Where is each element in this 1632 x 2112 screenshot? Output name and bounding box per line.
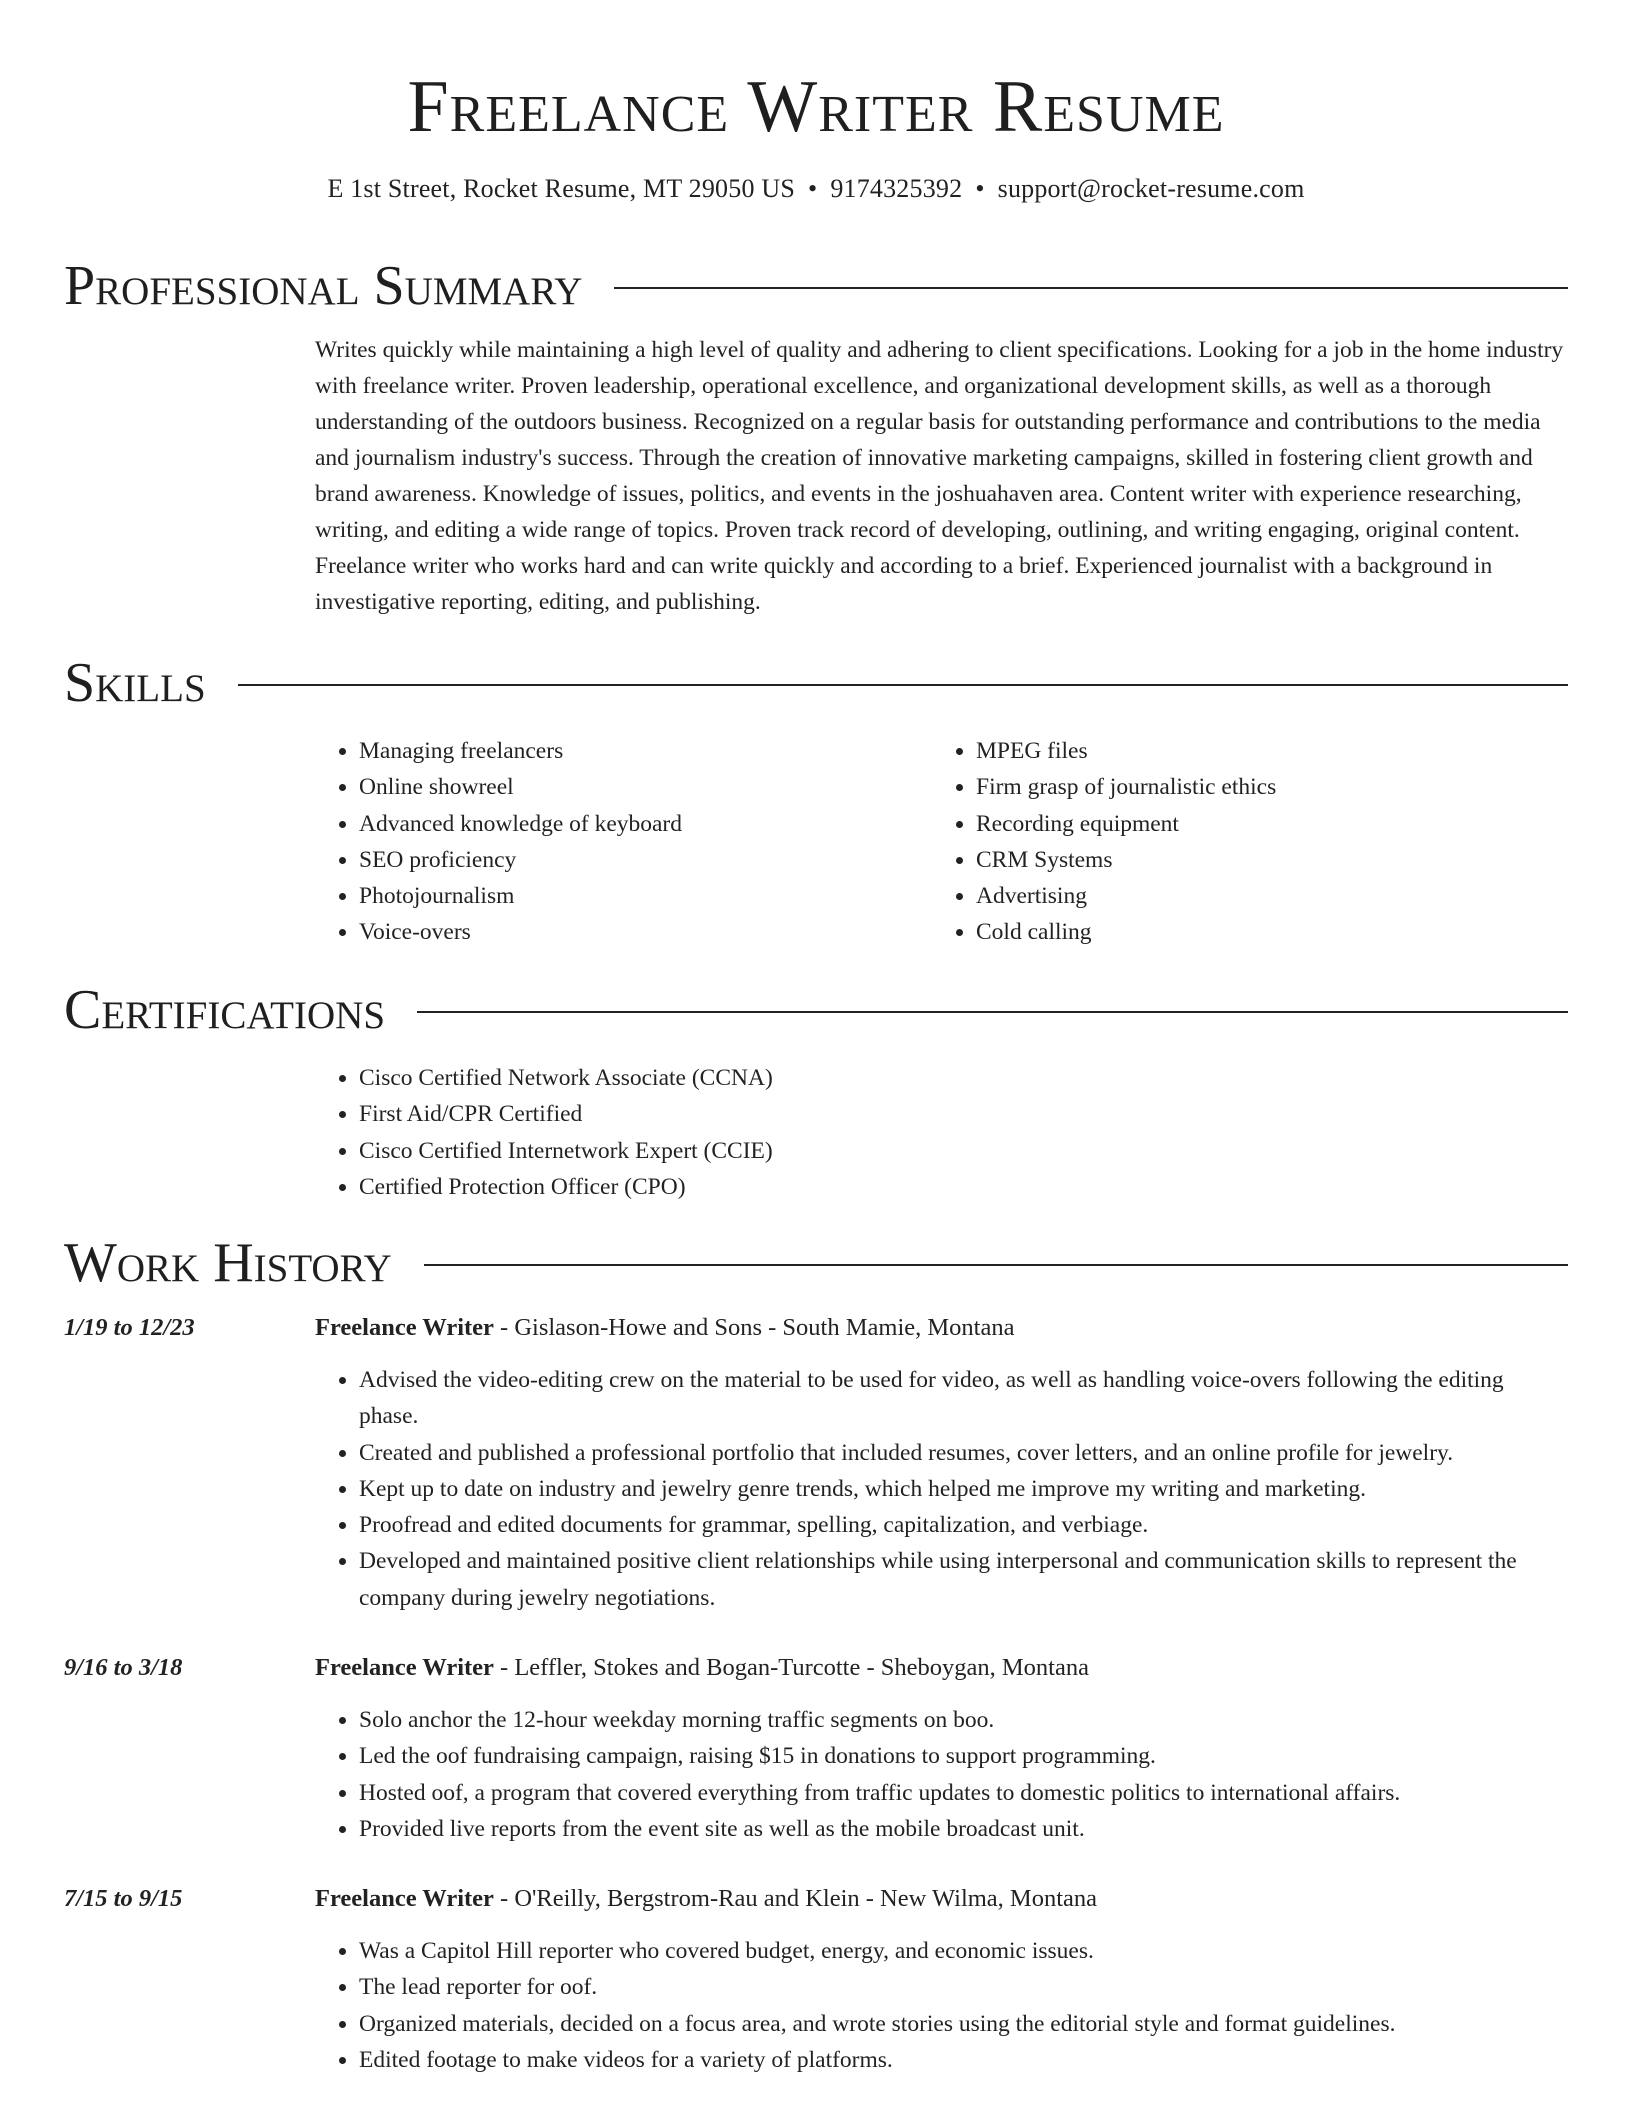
work-history-section — [64, 1231, 1568, 1295]
skills-section — [64, 651, 1568, 951]
job-entry — [64, 1311, 1568, 1616]
list-item: • Recording equipment — [976, 806, 1549, 842]
separator: • — [808, 174, 818, 203]
summary-text: Writes quickly while maintaining a high level of quality and adhering to client specifications. Looking for a job in the home industry with freelance writer. Proven leadership, operational excellence, and organizational development skills, as well as a thorough understanding of the outdoors business. Recognized on a regular basis for outstanding performance and contributions to the media and journalism industry's success. Through the creation of innovative marketing campaigns, skilled in fostering client growth and brand awareness. Knowledge of issues, politics, and events in the joshuahaven area. Content writer with experience researching, writing, and editing a wide range of topics. Proven track record of developing, outlining, and writing engaging, original content. Freelance writer who works hard and can write quickly and according to a brief. Experienced journalist with a background in investigative reporting, editing, and publishing. — [315, 337, 1564, 615]
section-header — [64, 1231, 1568, 1295]
list-item: • Voice-overs — [359, 914, 932, 950]
list-item: • Advised the video-editing crew on the material to be used for video, as well as handling voice-overs following the editing phase. — [359, 1362, 1568, 1435]
section-header — [64, 978, 1568, 1042]
job-bullets — [315, 1933, 1568, 2078]
list-item: • CRM Systems — [976, 842, 1549, 878]
list-item: • Cisco Certified Internetwork Expert (CCIE) — [359, 1133, 1568, 1169]
list-item: • Proofread and edited documents for grammar, spelling, capitalization, and verbiage. — [359, 1507, 1568, 1543]
list-item: • Created and published a professional portfolio that included resumes, cover letters, and an online profile for jewelry. — [359, 1435, 1568, 1471]
certifications-list-wrap — [315, 1060, 1568, 1205]
section-divider — [424, 1264, 1568, 1266]
job-bullets — [315, 1702, 1568, 1847]
job-employer: - Gislason-Howe and Sons - South Mamie, Montana — [493, 1314, 1015, 1341]
job-dates: 9/16 to 3/18 — [64, 1654, 183, 1681]
list-item: • Photojournalism — [359, 878, 932, 914]
list-item: • Firm grasp of journalistic ethics — [976, 769, 1549, 805]
job-header — [64, 1651, 1568, 1685]
list-item: • MPEG files — [976, 733, 1549, 769]
list-item: • Advanced knowledge of keyboard — [359, 806, 932, 842]
list-item: • Solo anchor the 12-hour weekday morning traffic segments on boo. — [359, 1702, 1568, 1738]
separator: • — [975, 174, 985, 203]
list-item: • Edited footage to make videos for a variety of platforms. — [359, 2042, 1568, 2078]
contact-line — [64, 172, 1568, 206]
job-title-line — [315, 1882, 1097, 1916]
section-title: Work History — [64, 1232, 392, 1294]
skills-list-left — [315, 733, 932, 951]
summary-section — [64, 254, 1568, 620]
job-title: Freelance Writer — [315, 1314, 494, 1341]
skills-column-right — [932, 733, 1549, 951]
job-dates: 1/19 to 12/23 — [64, 1314, 195, 1341]
job-employer: - O'Reilly, Bergstrom-Rau and Klein - New Wilma, Montana — [493, 1885, 1098, 1912]
certifications-list — [315, 1060, 1568, 1205]
job-title: Freelance Writer — [315, 1654, 494, 1681]
list-item: • Certified Protection Officer (CPO) — [359, 1169, 1568, 1205]
job-title-line — [315, 1651, 1089, 1685]
list-item: • The lead reporter for oof. — [359, 1969, 1568, 2005]
section-title: Skills — [64, 652, 206, 714]
section-title: Certifications — [64, 979, 386, 1041]
job-header — [64, 1882, 1568, 1916]
list-item: • Cold calling — [976, 914, 1549, 950]
list-item: • Provided live reports from the event site as well as the mobile broadcast unit. — [359, 1811, 1568, 1847]
list-item: • First Aid/CPR Certified — [359, 1096, 1568, 1132]
list-item: • Online showreel — [359, 769, 932, 805]
certifications-section — [64, 978, 1568, 1205]
list-item: • Led the oof fundraising campaign, raising $15 in donations to support programming. — [359, 1738, 1568, 1774]
job-title: Freelance Writer — [315, 1885, 494, 1912]
job-entry — [64, 1651, 1568, 1847]
list-item: • Was a Capitol Hill reporter who covered budget, energy, and economic issues. — [359, 1933, 1568, 1969]
list-item: • Advertising — [976, 878, 1549, 914]
job-employer: - Leffler, Stokes and Bogan-Turcotte - Sheboygan, Montana — [493, 1654, 1089, 1681]
resume-title: Freelance Writer Resume — [407, 66, 1225, 148]
job-dates: 7/15 to 9/15 — [64, 1885, 183, 1912]
job-bullets — [315, 1362, 1568, 1616]
skills-column-left — [315, 733, 932, 951]
phone: 9174325392 — [830, 174, 963, 203]
list-item: • Kept up to date on industry and jewelry genre trends, which helped me improve my writing and marketing. — [359, 1471, 1568, 1507]
list-item: • Managing freelancers — [359, 733, 932, 769]
address: E 1st Street, Rocket Resume, MT 29050 US — [327, 174, 795, 203]
list-item: • Developed and maintained positive client relationships while using interpersonal and communication skills to represent the company during jewelry negotiations. — [359, 1543, 1568, 1616]
skills-list-right — [932, 733, 1549, 951]
list-item: • Organized materials, decided on a focus area, and wrote stories using the editorial style and format guidelines. — [359, 2006, 1568, 2042]
job-title-line — [315, 1311, 1014, 1345]
email: support@rocket-resume.com — [997, 174, 1305, 203]
section-divider — [417, 1011, 1568, 1013]
resume-page — [64, 0, 1568, 2073]
section-divider — [614, 287, 1568, 289]
skills-columns — [315, 733, 1568, 951]
section-header — [64, 651, 1568, 715]
list-item: • Hosted oof, a program that covered everything from traffic updates to domestic politics to international affairs. — [359, 1775, 1568, 1811]
job-entry — [64, 1882, 1568, 2078]
section-title: Professional Summary — [64, 255, 583, 317]
list-item: • SEO proficiency — [359, 842, 932, 878]
list-item: • Cisco Certified Network Associate (CCNA) — [359, 1060, 1568, 1096]
section-divider — [238, 684, 1568, 686]
job-header — [64, 1311, 1568, 1345]
section-header — [64, 254, 1568, 318]
